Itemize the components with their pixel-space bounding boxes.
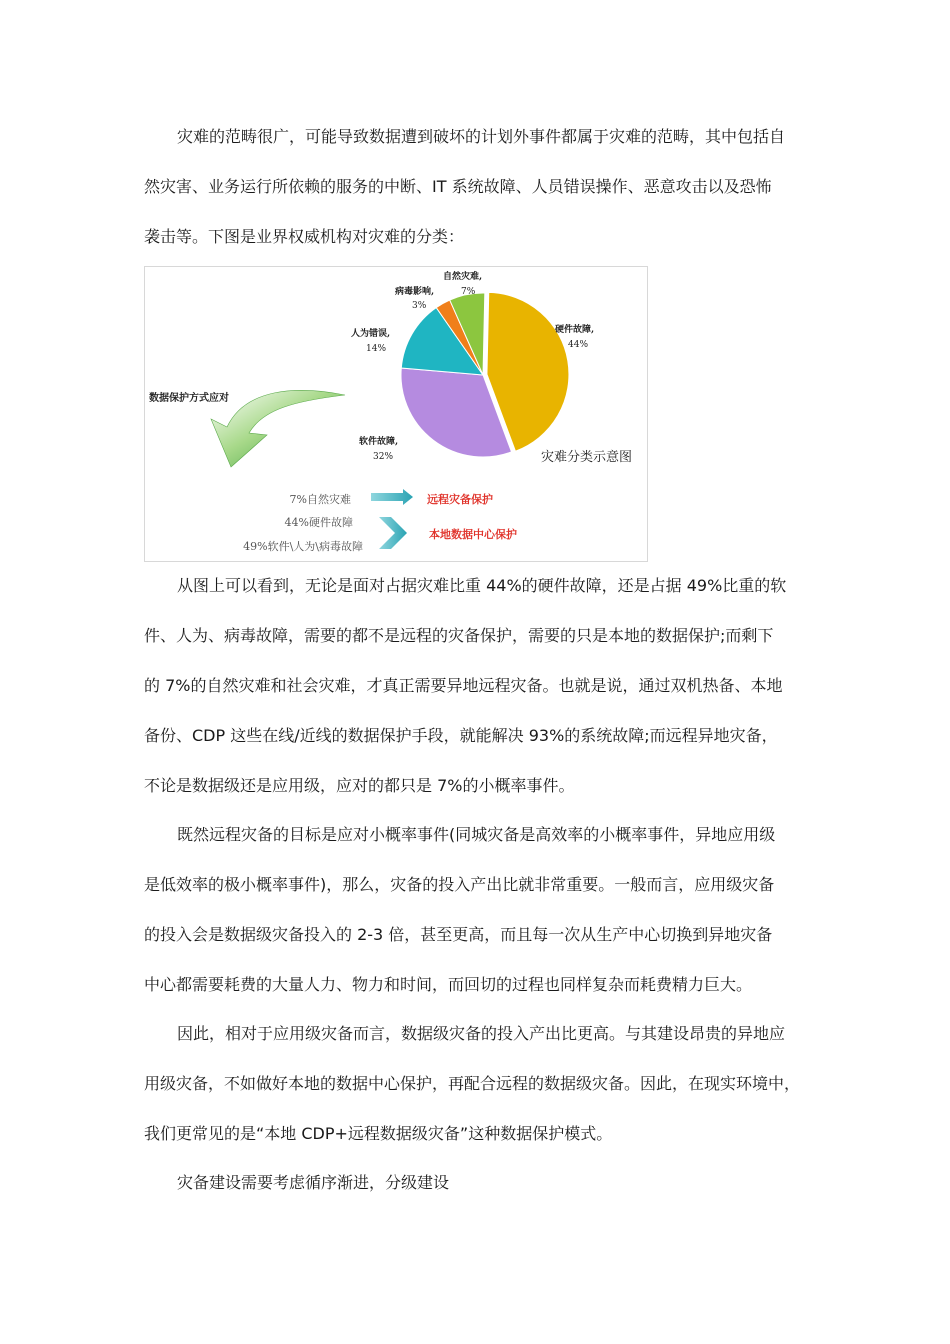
text-line: 的投入会是数据级灾备投入的 2-3 倍，甚至更高，而且每一次从生产中心切换到异地灾备 xyxy=(144,925,773,944)
text-line: 从图上可以看到，无论是面对占据灾难比重 44%的硬件故障，还是占据 49%比重的软 xyxy=(177,576,787,595)
text-line: 备份、CDP 这些在线/近线的数据保护手段，就能解决 93%的系统故障;而远程异地灾备， xyxy=(144,726,778,745)
paragraph-conclusion xyxy=(144,1009,812,1159)
text-line: 然灾害、业务运行所依赖的服务的中断、IT 系统故障、人员错误操作、恶意攻击以及恐怖 xyxy=(144,177,772,196)
text-line: 因此，相对于应用级灾备而言，数据级灾备的投入产出比更高。与其建设昂贵的异地应 xyxy=(177,1024,786,1043)
chevron-right-icon xyxy=(379,517,407,549)
slice-value-software: 32% xyxy=(373,452,394,462)
arrow-label: 数据保护方式应对 xyxy=(149,393,229,404)
text-line: 灾备建设需要考虑循序渐进，分级建设 xyxy=(177,1173,450,1192)
slice-label-natural: 自然灾难, xyxy=(443,272,483,282)
text-line: 袭击等。下图是业界权威机构对灾难的分类： xyxy=(144,227,465,246)
solution-remote: 远程灾备保护 xyxy=(427,493,493,506)
disaster-classification-figure xyxy=(144,266,648,562)
slice-value-natural: 7% xyxy=(461,287,476,297)
cause-software-human-virus: 49%软件\人为\病毒故障 xyxy=(243,540,363,553)
figure-canvas xyxy=(145,267,647,561)
slice-label-software: 软件故障, xyxy=(359,437,399,447)
text-line: 的 7%的自然灾难和社会灾难，才真正需要异地远程灾备。也就是说，通过双机热备、本地 xyxy=(144,676,783,695)
slice-value-human: 14% xyxy=(366,344,387,354)
slice-value-virus: 3% xyxy=(412,301,427,311)
text-line: 不论是数据级还是应用级，应对的都只是 7%的小概率事件。 xyxy=(144,776,575,795)
paragraph-cost xyxy=(144,810,812,1010)
text-line: 用级灾备，不如做好本地的数据中心保护，再配合远程的数据级灾备。因此，在现实环境中， xyxy=(144,1074,801,1093)
text-line: 既然远程灾备的目标是应对小概率事件(同城灾备是高效率的小概率事件，异地应用级 xyxy=(177,825,776,844)
text-line: 是低效率的极小概率事件)，那么，灾备的投入产出比就非常重要。一般而言，应用级灾备 xyxy=(144,875,775,894)
slice-label-virus: 病毒影响, xyxy=(395,287,435,297)
slice-label-human: 人为错误, xyxy=(351,329,391,339)
text-line: 件、人为、病毒故障，需要的都不是远程的灾备保护，需要的只是本地的数据保护;而剩下 xyxy=(144,626,774,645)
figure-caption: 灾难分类示意图 xyxy=(541,450,633,465)
pie-chart xyxy=(401,292,569,457)
curved-arrow-icon xyxy=(211,390,345,467)
text-line: 中心都需要耗费的大量人力、物力和时间，而回切的过程也同样复杂而耗费精力巨大。 xyxy=(144,975,753,994)
solution-local: 本地数据中心保护 xyxy=(429,528,517,541)
cause-hardware: 44%硬件故障 xyxy=(284,516,353,529)
cause-natural: 7%自然灾难 xyxy=(289,493,351,506)
slice-label-hardware: 硬件故障, xyxy=(555,325,595,335)
text-line: 灾难的范畴很广，可能导致数据遭到破坏的计划外事件都属于灾难的范畴，其中包括自 xyxy=(177,127,786,146)
right-arrow-icon xyxy=(371,489,413,505)
text-line: 我们更常见的是“本地 CDP+远程数据级灾备”这种数据保护模式。 xyxy=(144,1124,613,1143)
paragraph-analysis xyxy=(144,561,812,811)
paragraph-intro xyxy=(144,112,812,262)
paragraph-heading-next xyxy=(144,1158,812,1208)
slice-value-hardware: 44% xyxy=(568,340,589,350)
